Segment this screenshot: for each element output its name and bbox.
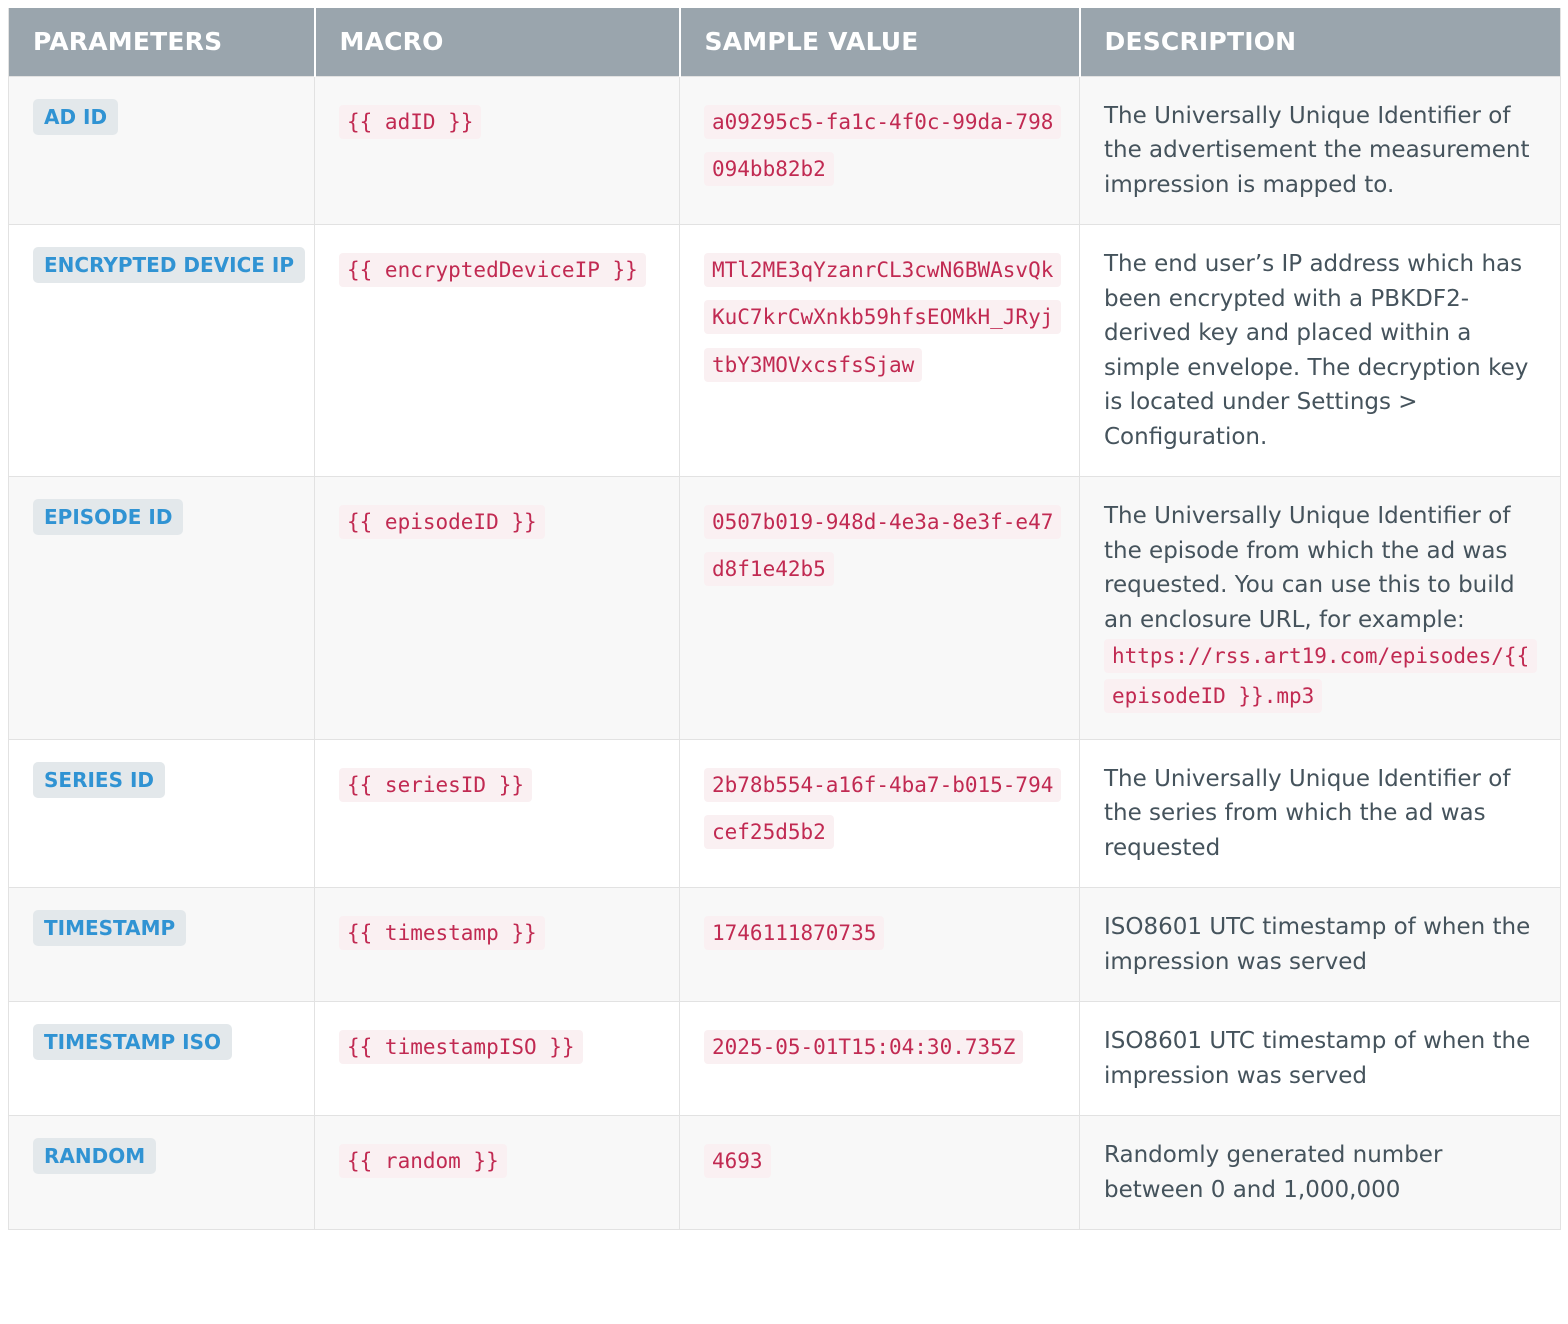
column-header: SAMPLE VALUE: [680, 8, 1080, 76]
macro-cell: [315, 477, 680, 740]
description-text: [1104, 103, 1530, 198]
description-cell: [1080, 477, 1561, 740]
sample-value-cell: [680, 1116, 1080, 1230]
macro-code: {{ encryptedDeviceIP }}: [339, 253, 646, 287]
table-row: [9, 1116, 1561, 1230]
macro-cell: [315, 225, 680, 477]
description-text-part: The Universally Unique Identifier of the episode from which the ad was requested. You can use this to build an enclosure URL, for example:: [1104, 503, 1515, 633]
parameter-badge: AD ID: [33, 99, 118, 135]
parameter-badge: TIMESTAMP ISO: [33, 1024, 232, 1060]
parameter-cell: [9, 76, 315, 225]
description-text-part: ISO8601 UTC timestamp of when the impression was served: [1104, 1028, 1531, 1089]
macro-code: {{ episodeID }}: [339, 505, 545, 539]
description-cell: [1080, 1116, 1561, 1230]
description-text-part: Randomly generated number between 0 and 1,000,000: [1104, 1142, 1443, 1203]
table-row: [9, 225, 1561, 477]
sample-value-code: a09295c5-fa1c-4f0c-99da-798094bb82b2: [704, 105, 1061, 186]
macro-cell: [315, 739, 680, 888]
sample-value-cell: [680, 477, 1080, 740]
parameters-table: [8, 8, 1561, 1230]
column-header: DESCRIPTION: [1080, 8, 1561, 76]
macro-cell: [315, 1002, 680, 1116]
description-cell: [1080, 225, 1561, 477]
macro-code: {{ adID }}: [339, 105, 481, 139]
description-text: [1104, 251, 1528, 450]
sample-value-code: 0507b019-948d-4e3a-8e3f-e47d8f1e42b5: [704, 505, 1061, 586]
parameter-badge: ENCRYPTED DEVICE IP: [33, 247, 305, 283]
sample-value-code: 1746111870735: [704, 916, 884, 950]
parameter-cell: [9, 1002, 315, 1116]
parameter-cell: [9, 1116, 315, 1230]
sample-value-cell: [680, 888, 1080, 1002]
description-text-part: ISO8601 UTC timestamp of when the impression was served: [1104, 914, 1531, 975]
sample-value-code: 2025-05-01T15:04:30.735Z: [704, 1030, 1023, 1064]
parameter-badge: RANDOM: [33, 1138, 156, 1174]
macro-code: {{ timestamp }}: [339, 916, 545, 950]
table-row: [9, 739, 1561, 888]
macro-cell: [315, 76, 680, 225]
table-row: [9, 888, 1561, 1002]
macro-code: {{ random }}: [339, 1144, 507, 1178]
sample-value-cell: [680, 739, 1080, 888]
description-text-part: The Universally Unique Identifier of the advertisement the measurement impression is mapped to.: [1104, 102, 1530, 198]
column-header: MACRO: [315, 8, 680, 76]
sample-value-cell: [680, 1002, 1080, 1116]
macro-cell: [315, 1116, 680, 1230]
column-header: PARAMETERS: [9, 8, 315, 76]
description-cell: [1080, 1002, 1561, 1116]
parameter-cell: [9, 477, 315, 740]
table-body: [9, 76, 1561, 1230]
description-cell: [1080, 76, 1561, 225]
table-row: [9, 76, 1561, 225]
description-text: [1104, 914, 1530, 975]
description-text: [1104, 1142, 1442, 1203]
parameter-badge: TIMESTAMP: [33, 910, 186, 946]
table-row: [9, 1002, 1561, 1116]
parameter-cell: [9, 888, 315, 1002]
sample-value-code: 2b78b554-a16f-4ba7-b015-794cef25d5b2: [704, 768, 1061, 849]
sample-value-code: 4693: [704, 1144, 771, 1178]
table-header-row: [9, 8, 1561, 76]
parameter-cell: [9, 739, 315, 888]
description-cell: [1080, 739, 1561, 888]
description-text-part: The end user’s IP address which has been encrypted with a PBKDF2-derived key and placed within a simple envelope. The decryption key is located under Settings > Configuration.: [1104, 251, 1529, 450]
parameter-badge: EPISODE ID: [33, 499, 183, 535]
description-cell: [1080, 888, 1561, 1002]
macro-code: {{ seriesID }}: [339, 768, 532, 802]
parameter-badge: SERIES ID: [33, 762, 165, 798]
sample-value-code: MTl2ME3qYzanrCL3cwN6BWAsvQkKuC7krCwXnkb59hfsEOMkH_JRyjtbY3MOVxcsfsSjaw: [704, 253, 1061, 382]
macro-code: {{ timestampISO }}: [339, 1030, 583, 1064]
description-text: [1104, 766, 1510, 861]
parameter-cell: [9, 225, 315, 477]
table-row: [9, 477, 1561, 740]
table-header: [9, 8, 1561, 76]
macro-cell: [315, 888, 680, 1002]
description-code: https://rss.art19.com/episodes/{{ episodeID }}.mp3: [1104, 639, 1537, 713]
sample-value-cell: [680, 76, 1080, 225]
description-text: [1104, 1028, 1530, 1089]
sample-value-cell: [680, 225, 1080, 477]
description-text-part: The Universally Unique Identifier of the series from which the ad was requested: [1104, 765, 1511, 861]
description-text: [1104, 503, 1537, 709]
